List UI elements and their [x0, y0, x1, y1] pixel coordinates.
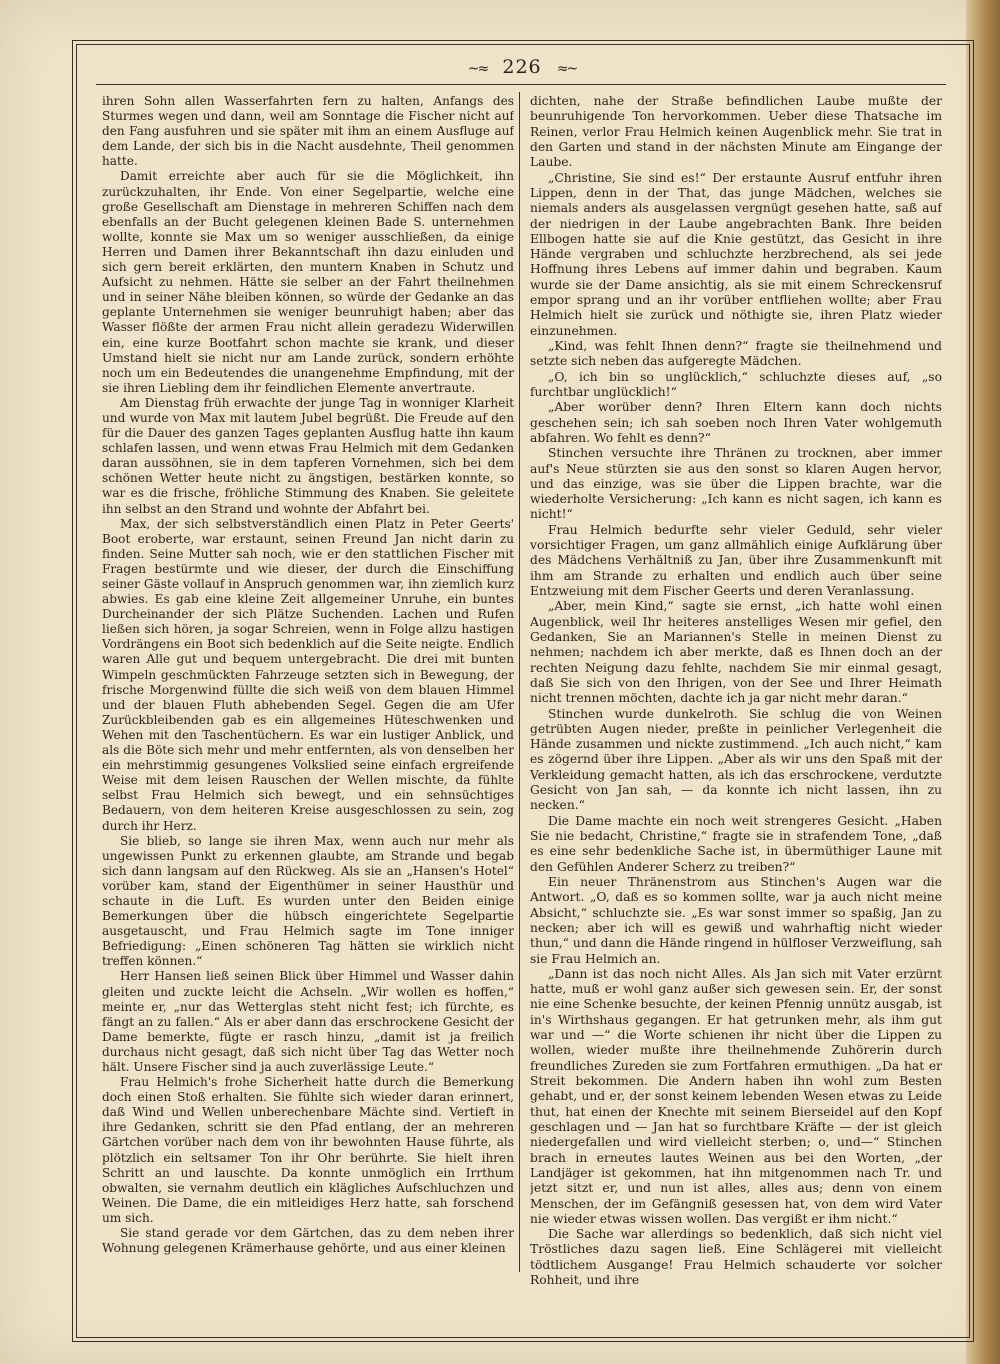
header-rule — [96, 84, 946, 87]
paragraph: dichten, nahe der Straße befindlichen Laube mußte der beunruhigende Ton hervorkommen. Ueber diese Thatsache im Reinen, verlor Frau Helmich keinen Augenblick mehr. Sie trat in den Garten und stand in der nächsten Minute am Eingange der Laube. — [530, 94, 942, 170]
paragraph: „Aber worüber denn? Ihren Eltern kann doch nichts geschehen sein; ich sah soeben noch Ihren Vater wohlgemuth abfahren. Wo fehlt es denn?“ — [530, 400, 942, 445]
paragraph: „Kind, was fehlt Ihnen denn?“ fragte sie theilnehmend und setzte sich neben das aufgeregte Mädchen. — [530, 339, 942, 369]
ornament-left-icon: ~≈ — [467, 61, 488, 77]
right-column — [530, 94, 942, 1290]
page-header — [72, 56, 972, 80]
paragraph: „Aber, mein Kind,“ sagte sie ernst, „ich hatte wohl einen Augenblick, weil Ihr heiteres anstelliges Wesen mir gefiel, den Gedanken, Sie an Mariannen's Stelle in meinen Dienst zu nehmen; nachdem ich aber merkte, daß es Ihnen doch an der rechten Neigung dazu fehlte, nachdem Sie mir einmal gesagt, daß Sie sich von den Ihrigen, von der See und Ihrer Heimath nicht trennen möchten, dachte ich ja gar nicht mehr daran.“ — [530, 599, 942, 706]
paragraph: Die Sache war allerdings so bedenklich, daß sich nicht viel Tröstliches dazu sagen ließ. Eine Schlägerei mit vielleicht tödtlichem Ausgange! Frau Helmich schauderte vor solcher Rohheit, und ihre — [530, 1227, 942, 1288]
paragraph: Ein neuer Thränenstrom aus Stinchen's Augen war die Antwort. „O, daß es so kommen sollte, war ja auch nicht meine Absicht,“ schluchzte sie. „Es war sonst immer so spaßig, Jan zu necken; aber ich will es gewiß und wahrhaftig nicht wieder thun,“ und dann die Hände ringend in hülfloser Verzweiflung, sah sie Frau Helmich an. — [530, 874, 942, 966]
paragraph: Frau Helmich's frohe Sicherheit hatte durch die Bemerkung doch einen Stoß erhalten. Sie fühlte sich wieder daran erinnert, daß Wind und Wellen unberechenbare Mächte sind. Vertieft in ihre Gedanken, schritt sie den Pfad entlang, der an mehreren Gärtchen vorüber nach dem von ihr bewohnten Hause führte, als plötzlich ein seltsamer Ton ihr Ohr berührte. Sie hielt ihren Schritt an und lauschte. Da konnte unmöglich ein Irrthum obwalten, sie vernahm deutlich ein klägliches Aufschluchzen und Weinen. Die Dame, die ein mitleidiges Herz hatte, sah forschend um sich. — [102, 1075, 514, 1225]
paragraph: Herr Hansen ließ seinen Blick über Himmel und Wasser dahin gleiten und zuckte leicht die Achseln. „Wir wollen es hoffen,“ meinte er, „nur das Wetterglas steht nicht fest; ich fürchte, es fängt an zu fallen.“ Als er aber dann das erschrockene Gesicht der Dame bemerkte, fügte er rasch hinzu, „damit ist ja freilich durchaus nicht gesagt, daß sich nicht über Tag das Wetter noch hält. Unsere Fischer sind ja auch zuverlässige Leute.“ — [102, 969, 514, 1074]
ornament-right-icon: ≈~ — [556, 61, 577, 77]
left-column — [102, 94, 514, 1290]
paragraph: Stinchen versuchte ihre Thränen zu trocknen, aber immer auf's Neue stürzten sie aus den sonst so klaren Augen hervor, und das einzige, was sie über die Lippen brachte, war die wiederholte Versicherung: „Ich kann es nicht sagen, ich kann es nicht!“ — [530, 446, 942, 522]
column-divider — [519, 92, 520, 1272]
paragraph: Sie blieb, so lange sie ihren Max, wenn auch nur mehr als ungewissen Punkt zu erkennen glaubte, am Strande und begab sich dann langsam auf den Rückweg. Als sie an „Hansen's Hotel“ vorüber kam, stand der Eigenthümer in seiner Hausthür und schaute in die Luft. Es wurden unter den Beiden einige Bemerkungen über die hübsch eingerichtete Segelpartie ausgetauscht, und Frau Helmich sagte im Tone inniger Befriedigung: „Einen schöneren Tag hätten sie wirklich nicht treffen können.“ — [102, 833, 514, 969]
paragraph: Frau Helmich bedurfte sehr vieler Geduld, sehr vieler vorsichtiger Fragen, um ganz allmählich einige Aufklärung über des Mädchens Verhältniß zu Jan, über ihre Zusammenkunft mit ihm am Strande zu erhalten und endlich auch über seine Entzweiung mit dem Fischer Geerts und deren Veranlassung. — [530, 522, 942, 598]
paragraph: „O, ich bin so unglücklich,“ schluchzte dieses auf, „so furchtbar unglücklich!“ — [530, 369, 942, 399]
paragraph: Sie stand gerade vor dem Gärtchen, das zu dem neben ihrer Wohnung gelegenen Krämerhause gehörte, und aus einer kleinen — [102, 1226, 514, 1256]
paragraph: „Christine, Sie sind es!“ Der erstaunte Ausruf entfuhr ihren Lippen, denn in der That, das junge Mädchen, welches sie niemals anders als ausgelassen vergnügt gesehen hatte, saß auf der niedrigen in der Laube angebrachten Bank. Ihre beiden Ellbogen hatte sie auf die Knie gestützt, das Gesicht in ihre Hände vergraben und schluchzte herzbrechend, als sei jede Hoffnung ihres Lebens auf immer dahin und begraben. Kaum wurde sie der Dame ansichtig, als sie mit einem Schreckensruf empor sprang und an ihr vorüber entfliehen wollte; aber Frau Helmich hielt sie zurück und nöthigte sie, ihren Platz wieder einzunehmen. — [530, 170, 942, 338]
paragraph: ihren Sohn allen Wasserfahrten fern zu halten, Anfangs des Sturmes wegen und dann, weil am Sonntage die Fischer nicht auf den Fang ausfuhren und sie später mit ihm an einem Ausfluge auf dem Lande, der sich bis in die Nacht ausdehnte, Theil genommen hatte. — [102, 94, 514, 169]
page-number: 226 — [502, 56, 542, 78]
paragraph: „Dann ist das noch nicht Alles. Als Jan sich mit Vater erzürnt hatte, muß er wohl ganz außer sich gewesen sein. Er, der sonst nie eine Schenke besuchte, der keinen Pfennig unnütz ausgab, ist in's Wirthshaus gegangen. Er hat getrunken mehr, als ihm gut war und —“ die Worte schienen ihr nicht über die Lippen zu wollen, wieder mußte ihre theilnehmende Zuhörerin durch freundliches Zureden sie zum Fortfahren ermuthigen. „Da hat er Streit bekommen. Die Andern haben ihn wohl zum Besten gehabt, und er, der sonst keinem lebenden Wesen etwas zu Leide thut, hat einen der Knechte mit seinem Bierseidel auf den Kopf geschlagen und — Jan hat so furchtbare Kräfte — der ist gleich niedergefallen und wird vielleicht sterben; o, und—“ Stinchen brach in erneutes lautes Weinen aus bei den Worten, „der Landjäger ist gekommen, hat ihn mitgenommen nach Tr. und jetzt sitzt er, und nun ist alles, alles aus; denn von einem Menschen, der im Gefängniß gesessen hat, von dem wird Vater nie wieder etwas wissen wollen. Das vergißt er ihm nicht.“ — [530, 966, 942, 1226]
paragraph: Am Dienstag früh erwachte der junge Tag in wonniger Klarheit und wurde von Max mit lautem Jubel begrüßt. Die Freude auf den für die Dauer des ganzen Tages geplanten Ausflug hatte ihn kaum schlafen lassen, und wenn etwas Frau Helmich mit dem Gedanken daran aussöhnen, sie in dem tapferen Vornehmen, sich bei dem schönen Wetter heute nicht zu ängstigen, bestärken konnte, so war es die frische, fröhliche Stimmung des Knaben. Sie geleitete ihn selbst an den Strand und wohnte der Abfahrt bei. — [102, 395, 514, 516]
paragraph: Stinchen wurde dunkelroth. Sie schlug die von Weinen getrübten Augen nieder, preßte in peinlicher Verlegenheit die Hände zusammen und nickte zustimmend. „Ich auch nicht,“ kam es zögernd über ihre Lippen. „Aber als wir uns den Spaß mit der Verkleidung gemacht hatten, als ich das erschrockene, verdutzte Gesicht von Jan sah, — da konnte ich nicht lassen, ihn zu necken.“ — [530, 706, 942, 813]
paragraph: Max, der sich selbstverständlich einen Platz in Peter Geerts' Boot eroberte, war erstaunt, seinen Freund Jan nicht darin zu finden. Seine Mutter sah noch, wie er den stattlichen Fischer mit Fragen bestürmte und wie dieser, der durch die Einschiffung seiner Gäste vollauf in Anspruch genommen war, ihn ziemlich kurz abwies. Es gab eine kleine Zeit allgemeiner Unruhe, ein buntes Durcheinander der sich Plätze Suchenden. Lachen und Rufen ließen sich hören, ja sogar Schreien, wenn in Folge allzu hastigen Vordrängens ein Boot sich bedenklich auf die Seite neigte. Endlich waren Alle gut und bequem untergebracht. Die drei mit bunten Wimpeln geschmückten Fahrzeuge setzten sich in Bewegung, der frische Morgenwind füllte die sich weiß von dem blauen Himmel und der blauen Fluth abhebenden Segel. Gegen die am Ufer Zurückbleibenden gab es ein allgemeines Hüteschwenken und Wehen mit den Taschentüchern. Es war ein lustiger Anblick, und als die Böte sich mehr und mehr entfernten, als von denselben her ein mehrstimmig gesungenes Volkslied seine einfach ergreifende Weise mit dem leisen Rauschen der Wellen mischte, da fühlte selbst Frau Helmich sich bewegt, und ein sehnsüchtiges Bedauern, von dem heiteren Kreise ausgeschlossen zu sein, zog durch ihr Herz. — [102, 516, 514, 833]
paragraph: Damit erreichte aber auch für sie die Möglichkeit, ihn zurückzuhalten, ihr Ende. Von einer Segelpartie, welche eine große Gesellschaft am Dienstage in mehreren Schiffen nach dem ebenfalls an der Bucht gelegenen kleinen Bade S. unternehmen wollte, konnte sie Max um so weniger ausschließen, da einige Herren und Damen ihrer Bekanntschaft ihn dazu einluden und sich gern bereit erklärten, den muntern Knaben in Schutz und Aufsicht zu nehmen. Hätte sie selber an der Fahrt theilnehmen und in seiner Nähe bleiben können, so würde der Gedanke an das geplante Unternehmen sie weniger beunruhigt haben; aber das Wasser flößte der armen Frau nicht allein geradezu Widerwillen ein, eine kurze Bootfahrt schon machte sie krank, und dieser Umstand hielt sie nicht nur am Lande zurück, sondern erhöhte noch um ein Bedeutendes die unangenehme Empfindung, mit der sie ihren Liebling dem ihr feindlichen Elemente anvertraute. — [102, 169, 514, 395]
paragraph: Die Dame machte ein noch weit strengeres Gesicht. „Haben Sie nie bedacht, Christine,“ fragte sie in strafendem Tone, „daß es eine sehr bedenkliche Sache ist, in übermüthiger Laune mit den Gefühlen Anderer Scherz zu treiben?“ — [530, 813, 942, 874]
